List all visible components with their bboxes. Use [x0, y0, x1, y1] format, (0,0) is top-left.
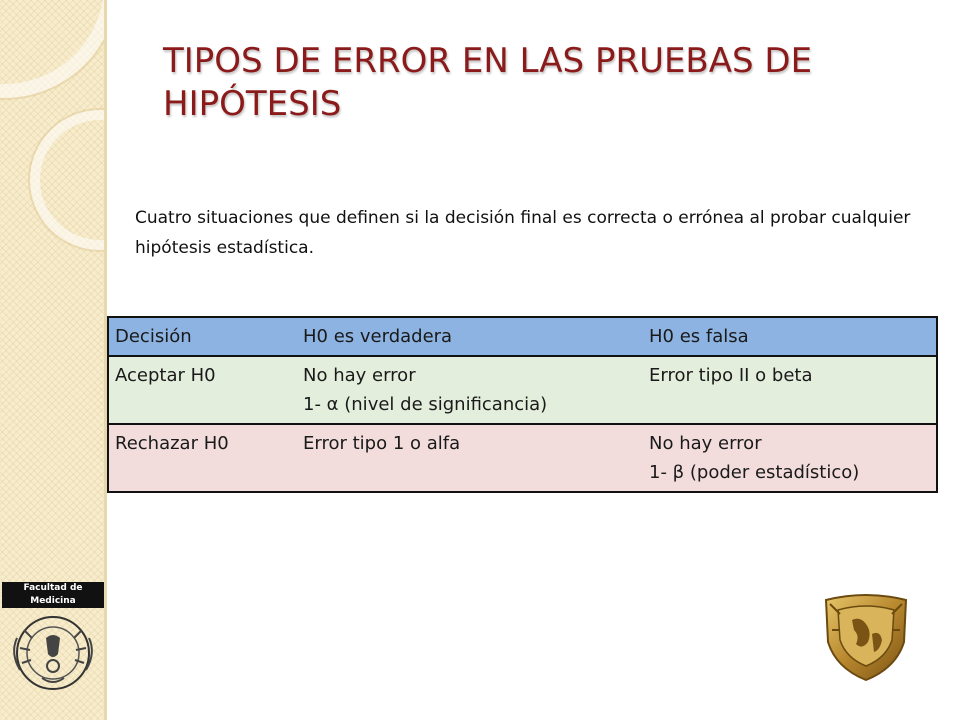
header-h0-true: H0 es verdadera — [297, 317, 643, 356]
table-row — [108, 356, 937, 424]
header-h0-false: H0 es falsa — [643, 317, 937, 356]
cell-line: Error tipo II o beta — [649, 365, 813, 386]
decorative-swirl — [30, 110, 104, 250]
cell-decision: Aceptar H0 — [108, 356, 297, 424]
cell-line: 1- α (nivel de significancia) — [303, 394, 548, 415]
cell-line: No hay error — [303, 365, 416, 386]
cell-h0-true — [297, 424, 643, 492]
unam-shield-logo — [816, 590, 916, 682]
unam-shield-icon — [816, 590, 916, 682]
slide-title: TIPOS DE ERROR EN LAS PRUEBAS DE HIPÓTESIS — [163, 41, 813, 124]
cell-line: No hay error — [649, 433, 762, 454]
error-types-table — [107, 316, 938, 493]
table-header-row — [108, 317, 937, 356]
table-row — [108, 424, 937, 492]
cell-h0-false — [643, 356, 937, 424]
cell-line: 1- β (poder estadístico) — [649, 462, 860, 483]
header-decision: Decisión — [108, 317, 297, 356]
decorative-swirl — [0, 0, 104, 98]
intro-text: Cuatro situaciones que definen si la decisión final es correcta o errónea al probar cualquier hipótesis estadística. — [135, 208, 911, 258]
logo-caption: Facultad de Medicina — [2, 582, 104, 608]
cell-line: Error tipo 1 o alfa — [303, 433, 461, 454]
eagle-seal-icon — [2, 608, 104, 694]
cell-h0-true — [297, 356, 643, 424]
cell-h0-false — [643, 424, 937, 492]
cell-decision: Rechazar H0 — [108, 424, 297, 492]
facultad-medicina-logo — [2, 582, 104, 682]
